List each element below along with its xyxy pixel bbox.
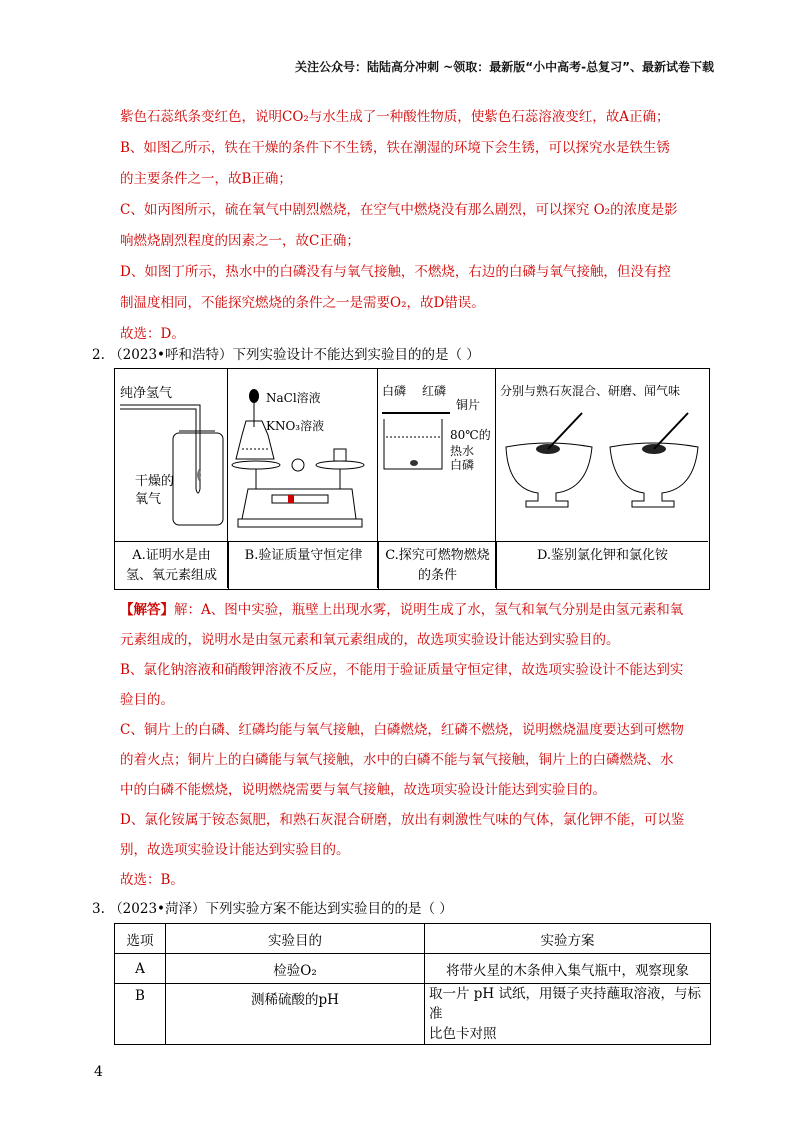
table-row: B 测稀硫酸的pH 取一片 pH 试纸，用镊子夹持蘸取溶液，与标准 比色卡对照 [115, 984, 711, 1045]
q2-analysis-a1: 【解答】解：A、图中实验，瓶壁上出现水雾，说明生成了水，氢气和氧气分别是由氢元素和氧 [120, 602, 684, 618]
label-copper-sheet: 铜片 [456, 398, 481, 412]
caption-b: B.验证质量守恒定律 [228, 541, 378, 589]
q2-analysis-c2: 的着火点；铜片上的白磷能与氧气接触，水中的白磷不能与氧气接触，铜片上的白磷燃烧、水 [120, 752, 674, 768]
q1-c-line2: 响燃烧剧烈程度的因素之一，故C正确； [120, 233, 360, 249]
q1-b-line2: 的主要条件之一，故B正确； [120, 171, 292, 187]
q2-analysis-a2: 元素组成的，说明水是由氢元素和氧元素组成的，故选项实验设计能达到实验目的。 [120, 632, 620, 648]
combustion-diagram [378, 369, 496, 541]
q1-answer: 故选：D。 [120, 326, 185, 342]
label-red-phosphorus: 红磷 [422, 384, 447, 398]
q2-stem [92, 343, 480, 363]
analysis-tag: 【解答】 [120, 602, 174, 618]
q2-number: 2. [92, 347, 105, 363]
page-number: 4 [94, 1064, 103, 1080]
hydrogen-burning-diagram [115, 369, 228, 541]
label-nacl: NaCl溶液 [266, 391, 321, 405]
q2-analysis-c1: C、铜片上的白磷、红磷均能与氧气接触，白磷燃烧，红磷不燃烧，说明燃烧温度要达到可燃物 [120, 722, 684, 738]
label-pure-hydrogen: 纯净氢气 [120, 386, 173, 401]
q2-analysis-c3: 中的白磷不能燃烧，说明燃烧需要与氧气接触，故选项实验设计能达到实验目的。 [120, 782, 606, 798]
q1-c-line1: C、如丙图所示，硫在氧气中剧烈燃烧，在空气中燃烧没有那么剧烈，可以探究 O₂的浓度是影 [120, 202, 678, 218]
q3-table [114, 923, 711, 1045]
header-option: 选项 [115, 924, 166, 954]
q2-stem-text: （2023•呼和浩特）下列实验设计不能达到实验目的的是（ ） [109, 347, 480, 363]
header-purpose: 实验目的 [166, 924, 425, 954]
balance-diagram [228, 369, 378, 541]
caption-c: C.探究可燃物燃烧 的条件 [378, 541, 496, 589]
q3-number: 3. [92, 901, 105, 917]
q2-analysis-d1: D、氯化铵属于铵态氮肥，和熟石灰混合研磨，放出有刺激性气味的气体，氯化钾不能，可以鉴 [120, 812, 685, 828]
mortar-diagram [496, 369, 708, 541]
label-white-phosphorus: 白磷 [382, 384, 407, 398]
label-hot-water: 热水 [450, 444, 475, 458]
q2-analysis-d2: 别，故选项实验设计能达到实验目的。 [120, 842, 350, 858]
q3-stem [92, 897, 453, 917]
caption-d: D.鉴别氯化钾和氯化铵 [496, 541, 708, 589]
q2-answer: 故选：B。 [120, 872, 184, 888]
label-80c: 80℃的 [450, 428, 491, 442]
label-dry: 干燥的 [135, 474, 175, 489]
label-mix-grind-smell: 分别与熟石灰混合、研磨、闻气味 [500, 384, 681, 398]
table-header-row [115, 924, 711, 954]
page-header: 关注公众号：陆陆高分冲刺 ~领取：最新版“小中高考-总复习”、最新试卷下载 [295, 60, 714, 74]
q1-d-line2: 制温度相同，不能探究燃烧的条件之一是需要O₂，故D错误。 [120, 295, 485, 311]
label-kno3: KNO₃溶液 [266, 419, 325, 433]
table-row: A 检验O₂ 将带火星的木条伸入集气瓶中，观察现象 [115, 954, 711, 984]
label-oxygen: 氧气 [135, 492, 162, 507]
q2-figure [114, 368, 710, 590]
label-white-phosphorus-2: 白磷 [450, 458, 475, 472]
q3-stem-text: （2023•菏泽）下列实验方案不能达到实验目的的是（ ） [109, 901, 453, 917]
caption-a: A.证明水是由 氢、氧元素组成 [115, 541, 228, 589]
q1-a-line: 紫色石蕊纸条变红色，说明CO₂与水生成了一种酸性物质，使紫色石蕊溶液变红，故A正确； [120, 109, 670, 125]
header-plan: 实验方案 [425, 924, 711, 954]
q1-b-line1: B、如图乙所示，铁在干燥的条件下不生锈，铁在潮湿的环境下会生锈，可以探究水是铁生锈 [120, 140, 670, 156]
q1-d-line1: D、如图丁所示，热水中的白磷没有与氧气接触，不燃烧，右边的白磷与氧气接触，但没有控 [120, 264, 671, 280]
q2-analysis-b1: B、氯化钠溶液和硝酸钾溶液不反应，不能用于验证质量守恒定律，故选项实验设计不能达到实 [120, 662, 684, 678]
q2-analysis-b2: 验目的。 [120, 692, 174, 708]
